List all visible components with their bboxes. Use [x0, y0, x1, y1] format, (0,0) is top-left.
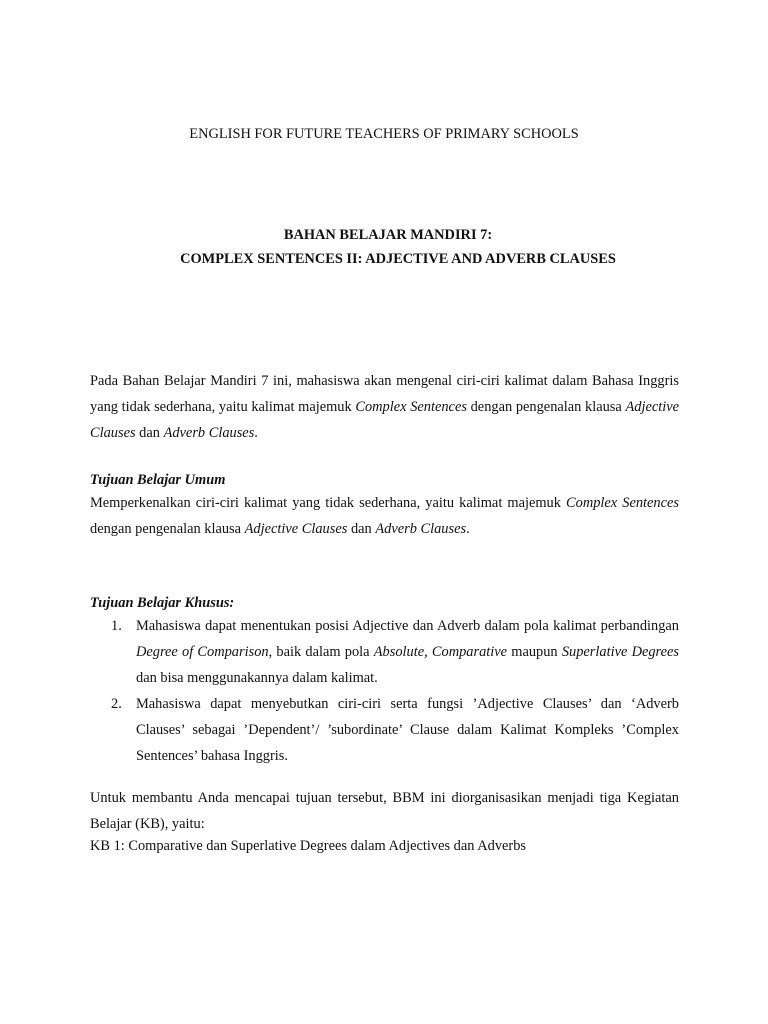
specific-goals-list: [90, 613, 679, 769]
specific-goals-heading: Tujuan Belajar Khusus:: [90, 595, 235, 611]
module-subtitle: COMPLEX SENTENCES II: ADJECTIVE AND ADVERB CLAUSES: [180, 251, 616, 267]
kb1-line: KB 1: Comparative dan Superlative Degrees dalam Adjectives dan Adverbs: [90, 838, 526, 854]
list-item-number: 1.: [111, 618, 122, 634]
list-item: [90, 691, 679, 769]
list-item: 1. Mahasiswa dapat menentukan posisi Adjective dan Adverb dalam pola kalimat perbandingan Degree of Comparison, baik dalam pola Absolute, Comparative maupun Superlative Degrees dan bisa menggunakannya dalam kalimat.: [90, 613, 679, 691]
list-item-number: 2.: [111, 696, 122, 712]
organization-paragraph: Untuk membantu Anda mencapai tujuan tersebut, BBM ini diorganisasikan menjadi tiga Kegiatan Belajar (KB), yaitu:: [90, 790, 679, 832]
general-goal-heading: Tujuan Belajar Umum: [90, 472, 226, 488]
course-title: ENGLISH FOR FUTURE TEACHERS OF PRIMARY SCHOOLS: [189, 126, 579, 142]
module-title: BAHAN BELAJAR MANDIRI 7:: [283, 227, 493, 243]
general-goal-paragraph: Memperkenalkan ciri-ciri kalimat yang tidak sederhana, yaitu kalimat majemuk Complex Sentences dengan pengenalan klausa Adjective Clauses dan Adverb Clauses.: [90, 495, 679, 537]
list-item-text: Mahasiswa dapat menyebutkan ciri-ciri serta fungsi ’Adjective Clauses’ dan ‘Adverb Clauses’ sebagai ’Dependent’/ ’subordinate’ Clause dalam Kalimat Kompleks ’Complex Sentences’ bahasa Inggris.: [136, 696, 679, 764]
intro-paragraph: Pada Bahan Belajar Mandiri 7 ini, mahasiswa akan mengenal ciri-ciri kalimat dalam Bahasa Inggris yang tidak sederhana, yaitu kalimat majemuk Complex Sentences dengan pengenalan klausa Adjective Clauses dan Adverb Clauses.: [90, 373, 679, 441]
